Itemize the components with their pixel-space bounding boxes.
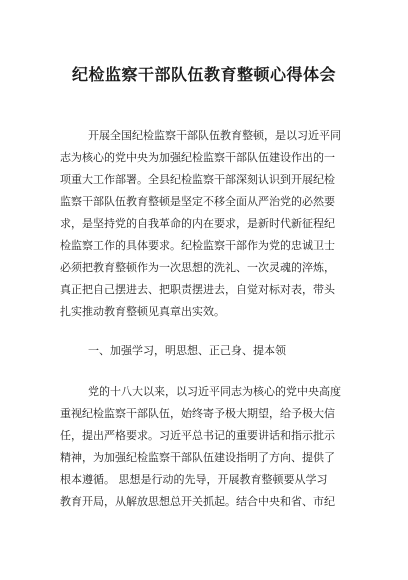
paragraph-line: 必须把教育整顿作为一次思想的洗礼、一次灵魂的淬炼，	[60, 261, 335, 274]
paragraph-line: 任，提出严格要求。习近平总书记的重要讲话和指示批示	[60, 429, 335, 442]
paragraph-line: 党的十八大以来，以习近平同志为核心的党中央高度	[88, 385, 341, 398]
paragraph-line: 扎实推动教育整顿见真章出实效。	[60, 305, 225, 318]
document-title: 纪检监察干部队伍教育整顿心得体会	[71, 65, 336, 84]
paragraph-line: 重视纪检监察干部队伍，始终寄予极大期望，给予极大信	[60, 407, 335, 420]
paragraph-line: 根本遵循。 思想是行动的先导，开展教育整顿要从学习	[60, 473, 328, 486]
paragraph-line: 开展全国纪检监察干部队伍教育整顿，是以习近平同	[88, 129, 341, 142]
paragraph-line: 求，是坚持党的自我革命的内在要求，是新时代新征程纪	[60, 217, 335, 230]
paragraph-line: 精神，为加强纪检监察干部队伍建设指明了方向、提供了	[60, 451, 335, 464]
paragraph-line: 教育开局，从解放思想总开关抓起。结合中央和省、市纪	[60, 495, 335, 508]
paragraph-line: 真正把自己摆进去、把职责摆进去，自觉对标对表，带头	[60, 283, 335, 296]
paragraph-line: 志为核心的党中央为加强纪检监察干部队伍建设作出的一	[60, 151, 335, 164]
section-heading: 一、加强学习，明思想、正己身、提本领	[88, 344, 286, 357]
paragraph-line: 检监察工作的具体要求。纪检监察干部作为党的忠诚卫士	[60, 239, 335, 252]
paragraph-line: 项重大工作部署。全县纪检监察干部深刻认识到开展纪检	[60, 173, 335, 186]
paragraph-line: 监察干部队伍教育整顿是坚定不移全面从严治党的必然要	[60, 195, 335, 208]
